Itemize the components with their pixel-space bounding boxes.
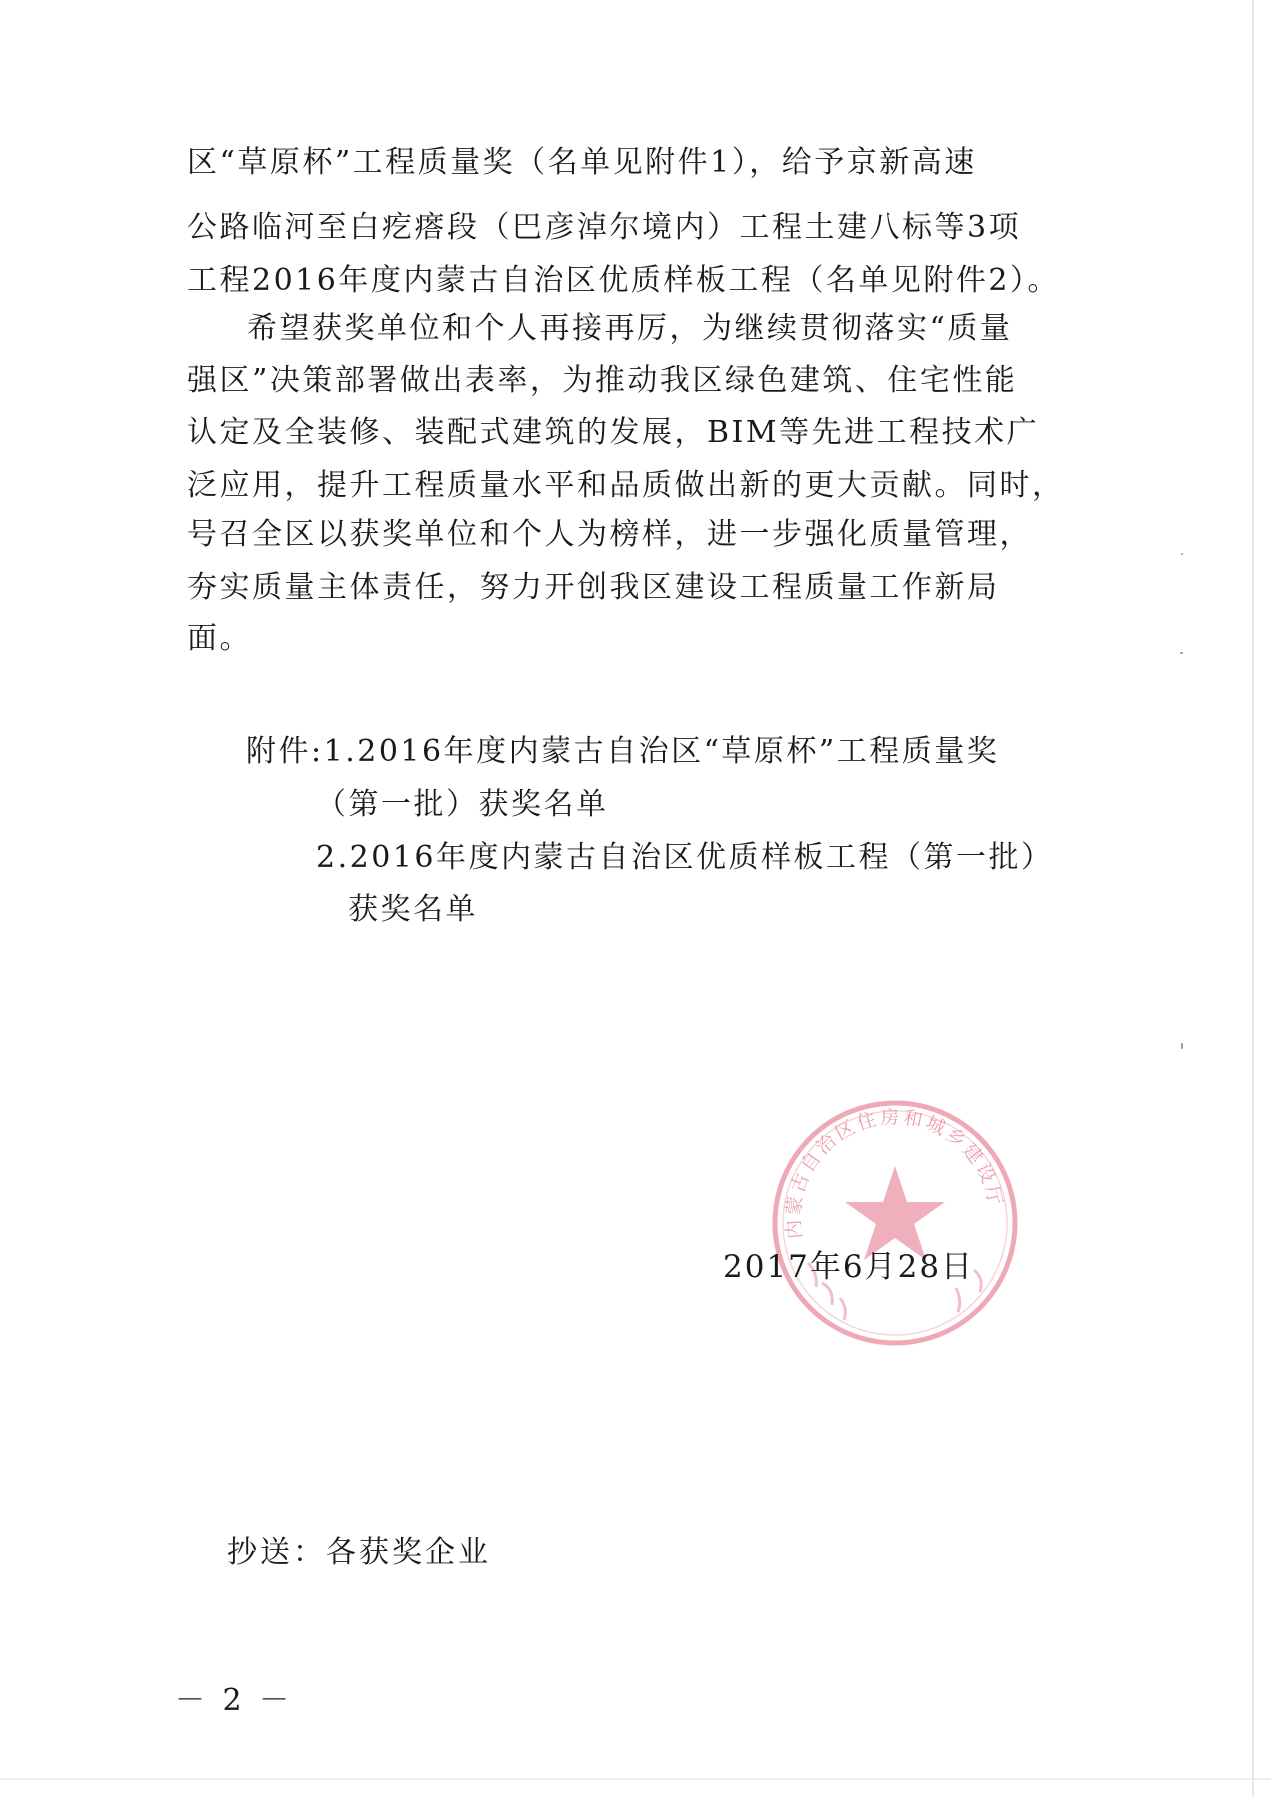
paragraph-2-line-4: 泛应用，提升工程质量水平和品质做出新的更大贡献。同时， xyxy=(187,468,1065,503)
seal-text: 内蒙古自治区住房和城乡建设厅 xyxy=(782,1106,1007,1240)
scan-speck xyxy=(1180,652,1183,654)
scan-speck xyxy=(1181,553,1183,555)
paragraph-2-line-1: 希望获奖单位和个人再接再厉，为继续贯彻落实“质量 xyxy=(247,311,1013,346)
paragraph-2-line-7: 面。 xyxy=(187,621,252,656)
paragraph-2-line-6: 夯实质量主体责任，努力开创我区建设工程质量工作新局 xyxy=(187,570,1000,605)
page-right-edge xyxy=(1252,0,1254,1797)
page-number: － 2 － xyxy=(175,1683,294,1718)
paragraph-2-line-2: 强区”决策部署做出表率，为推动我区绿色建筑、住宅性能 xyxy=(187,363,1018,398)
attachment-1-line-2: （第一批）获奖名单 xyxy=(316,787,609,822)
cc-line: 抄送：各获奖企业 xyxy=(227,1535,491,1570)
paragraph-1-line-2: 公路临河至白疙瘩段（巴彦淖尔境内）工程土建八标等3项 xyxy=(187,210,1022,245)
attachment-1-line-1: 1.2016年度内蒙古自治区“草原杯”工程质量奖 xyxy=(323,734,1000,769)
seal-star-icon xyxy=(845,1166,945,1260)
page-bottom-edge xyxy=(0,1778,1271,1780)
attachment-2-line-1: 2.2016年度内蒙古自治区优质样板工程（第一批） xyxy=(316,840,1054,875)
attachment-2-line-2: 获奖名单 xyxy=(348,892,478,927)
paragraph-1-line-1: 区“草原杯”工程质量奖（名单见附件1），给予京新高速 xyxy=(187,145,977,180)
scan-speck xyxy=(1181,1043,1183,1049)
attachment-label: 附件: xyxy=(246,734,324,769)
paragraph-2-line-3: 认定及全装修、装配式建筑的发展，BIM等先进工程技术广 xyxy=(187,415,1040,450)
paragraph-2-line-5: 号召全区以获奖单位和个人为榜样，进一步强化质量管理， xyxy=(187,517,1032,552)
attachment-list xyxy=(246,732,999,772)
official-seal xyxy=(760,1088,1030,1358)
paragraph-1-line-3: 工程2016年度内蒙古自治区优质样板工程（名单见附件2）。 xyxy=(187,263,1060,298)
signature-date: 2017年6月28日 xyxy=(723,1249,975,1285)
